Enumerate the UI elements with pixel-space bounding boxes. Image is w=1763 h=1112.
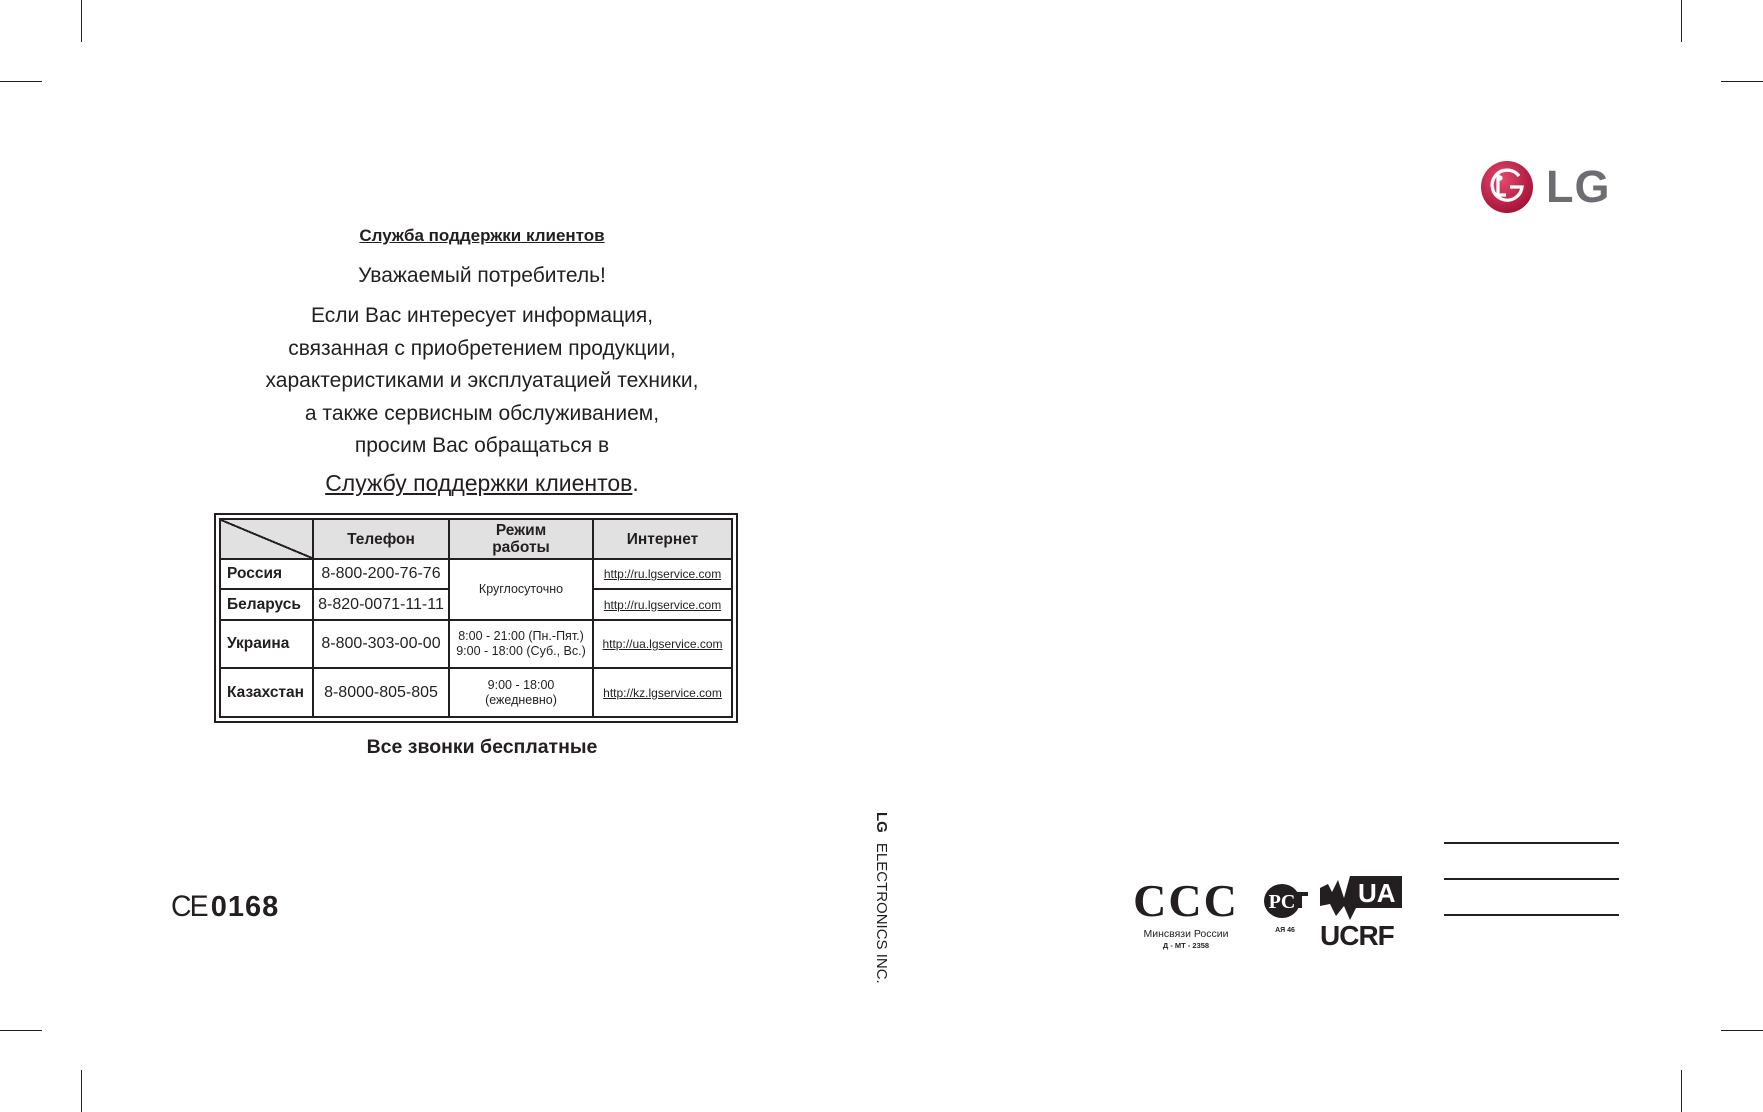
crop-mark-top-right-h bbox=[1721, 81, 1763, 82]
blank-rule bbox=[1444, 914, 1619, 916]
ua-text: UA bbox=[1358, 878, 1396, 908]
lg-face-icon bbox=[1480, 160, 1534, 214]
ccc-line1: Минсвязи России bbox=[1143, 928, 1229, 940]
header-internet: Интернет bbox=[593, 519, 732, 559]
url-link[interactable]: http://ru.lgservice.com bbox=[593, 589, 732, 619]
header-hours-line: Режим bbox=[495, 522, 547, 539]
header-hours-line: работы bbox=[492, 539, 550, 556]
support-body-line: просим Вас обращаться в bbox=[354, 434, 610, 457]
svg-text:PC: PC bbox=[1268, 891, 1296, 913]
crop-mark-bottom-right-h bbox=[1721, 1030, 1763, 1031]
table-row bbox=[220, 620, 732, 669]
hours-line: 9:00 - 18:00 (Суб., Вс.) bbox=[456, 644, 586, 659]
phone-cell: 8-820-0071-11-11 bbox=[313, 589, 449, 619]
blank-rule bbox=[1444, 878, 1619, 880]
support-body-line: характеристиками и эксплуатацией техники, bbox=[265, 369, 699, 392]
phone-cell: 8-800-200-76-76 bbox=[313, 559, 449, 589]
spine-text bbox=[866, 812, 896, 992]
crop-mark-top-left-v bbox=[81, 0, 82, 42]
ucrf-text: UCRF bbox=[1320, 920, 1394, 951]
url-link[interactable]: http://kz.lgservice.com bbox=[593, 668, 732, 717]
ucrf-cert-mark bbox=[1320, 876, 1402, 950]
country-cell: Казахстан bbox=[220, 668, 313, 717]
header-phone: Телефон bbox=[313, 519, 449, 559]
url-link[interactable]: http://ru.lgservice.com bbox=[593, 559, 732, 589]
lg-logo bbox=[1480, 160, 1611, 214]
phone-cell: 8-800-303-00-00 bbox=[313, 620, 449, 669]
support-body-line: а также сервисным обслуживанием, bbox=[304, 401, 660, 425]
support-table bbox=[214, 513, 738, 723]
support-body-line: Если Вас интересует информация, bbox=[310, 304, 654, 327]
table-header-row bbox=[220, 519, 732, 559]
ccc-cert-mark bbox=[1124, 876, 1248, 950]
table-row bbox=[220, 668, 732, 717]
hours-line: (ежедневно) bbox=[485, 692, 557, 707]
crop-mark-bottom-right-v bbox=[1681, 1070, 1682, 1112]
free-calls-note: Все звонки бесплатные bbox=[366, 736, 598, 758]
country-cell: Украина bbox=[220, 620, 313, 669]
lg-logo-text: LG bbox=[1546, 161, 1611, 212]
support-service-line bbox=[262, 470, 702, 497]
spine-brand: LG bbox=[873, 812, 890, 833]
table-corner-cell bbox=[220, 519, 313, 559]
hours-cell: Круглосуточно bbox=[449, 559, 593, 620]
ce-symbol: CE bbox=[170, 890, 207, 923]
country-cell: Россия bbox=[220, 559, 313, 589]
support-body-line: связанная с приобретением продукции, bbox=[288, 336, 676, 360]
ce-mark bbox=[170, 890, 279, 924]
phone-cell: 8-8000-805-805 bbox=[313, 668, 449, 717]
crop-mark-bottom-left-h bbox=[0, 1030, 42, 1031]
hours-cell bbox=[449, 668, 593, 717]
hours-line: 8:00 - 21:00 (Пн.-Пят.) bbox=[458, 629, 584, 644]
table-row bbox=[220, 559, 732, 589]
ccc-line2: Д - МТ - 2358 bbox=[1162, 941, 1210, 950]
support-greeting: Уважаемый потребитель! bbox=[358, 264, 606, 287]
support-service-link: Службу поддержки клиентов bbox=[325, 470, 633, 496]
support-service-period: . bbox=[632, 470, 639, 496]
url-link[interactable]: http://ua.lgservice.com bbox=[593, 620, 732, 669]
pct-code: АЯ 46 bbox=[1275, 927, 1295, 934]
crop-mark-bottom-left-v bbox=[81, 1070, 82, 1112]
blank-rule bbox=[1444, 842, 1619, 844]
hours-cell bbox=[449, 620, 593, 669]
hours-line: 9:00 - 18:00 bbox=[487, 677, 555, 692]
crop-mark-top-left-h bbox=[0, 81, 42, 82]
support-body bbox=[212, 300, 752, 463]
country-cell: Беларусь bbox=[220, 589, 313, 619]
spine-company: ELECTRONICS INC. bbox=[873, 842, 890, 984]
pct-cert-icon bbox=[1262, 882, 1308, 920]
ccc-letters: CCC bbox=[1133, 875, 1239, 926]
support-title: Служба поддержки клиентов bbox=[359, 226, 605, 245]
ce-number: 0168 bbox=[210, 890, 280, 923]
pct-cert-mark bbox=[1262, 882, 1308, 934]
header-hours bbox=[449, 519, 593, 559]
crop-mark-top-right-v bbox=[1681, 0, 1682, 42]
